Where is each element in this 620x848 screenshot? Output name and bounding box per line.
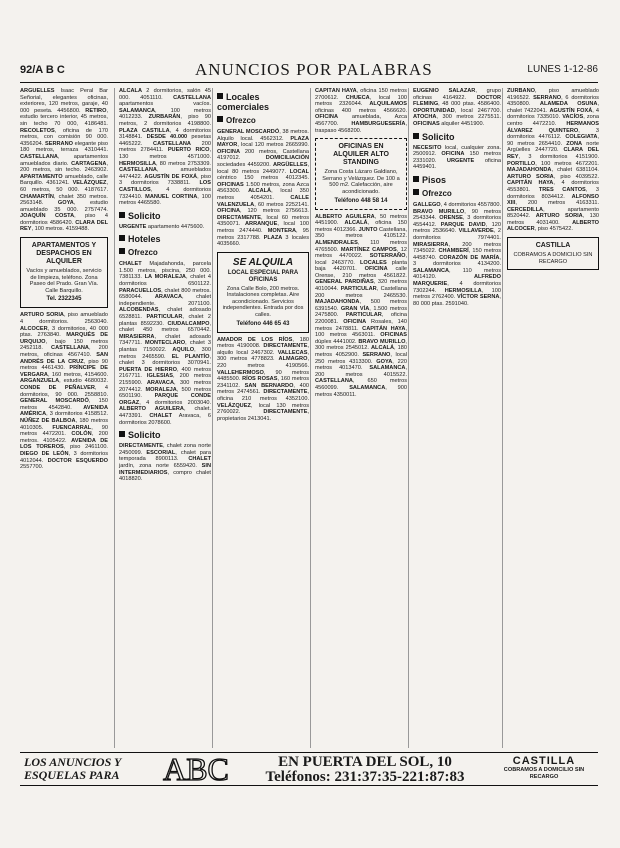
column-2 xyxy=(114,88,211,748)
section-bullet-icon xyxy=(119,212,125,218)
section-bullet-icon xyxy=(119,248,125,254)
column-5 xyxy=(408,88,501,748)
footer-castilla-sub: COBRAMOS A DOMICILIO SIN RECARGO xyxy=(503,767,585,780)
section-bullet-icon xyxy=(413,189,419,195)
ad-text-block: NECESITO local, cualquier zona. 2500912. OFICINA 150 metros 2331020. URGENTE oficina 4459401. xyxy=(413,144,501,171)
abc-logo xyxy=(148,753,244,785)
column-1 xyxy=(20,88,108,748)
ad-text-block: ALBERTO AGUILERA, 50 metros 4451900. ALCALÁ, oficina 150 metros 4012366. JUNTO Castellana, 350 metros 4105122. ALMENDRALES, 110 metros 4765500. MARTÍNEZ CAMPOS, 12 metros 4470022. SOTERRAÑO, local 2463770. LOCALES planta baja 4420701. OFICINA calle Orense, 210 metros 4561822. GENERAL PARDIÑAS, 320 metros 4010044. PARTICULAR, Castellana 200 metros 2465530. MAJADAHONDA, 500 metros 6391540. GRAN VÍA, 1.500 metros 2475800. PARTICULAR, oficina 2200081. OFICINA Rosales, 140 metros 2478811. CAPITÁN HAYA, 100 metros 4563011. OFICINAS dúplex 4441002. BRAVO MURILLO, 300 metros 2545012. ALCALÁ, 180 metros 4052900. SERRANO, local 250 metros 4313300. GOYA, 220 metros 4013470. SALAMANCA, 200 metros 4015522. CASTELLANA, 650 metros 4560099. SALAMANCA, 900 metros 4350011. xyxy=(315,213,407,398)
boxed-ad xyxy=(217,252,309,333)
footer-banner xyxy=(20,752,598,786)
footer-left-text: LOS ANUNCIOS Y ESQUELAS PARA xyxy=(24,755,121,782)
ad-text-block: ALCALÁ 2 dormitorios, salón 45 000. 4051110. CASTELLANA apartamentos vacíos. SALAMANCA, 100 metros 4012233. ZURBARÁN, piso 90 metros, 2 dormitorios 4198800. PLAZA CASTILLA, 4 dormitorios 3148841. DESDE 40.000 pesetas 4465222. CASTELLANA 200 metros 2784411. PUERTO RICO, 130 metros 4571000. HERMOSILLA, 80 metros 2753309. CASTELLANA, amueblados 4474422. AGUSTÍN DE FOXÁ, piso 3 dormitorios 7338811. LOS CASTILLOS, 4 dormitorios 7324410. MANUEL CORTINA, 100 metros 4465580. xyxy=(119,88,211,207)
ad-text-block: GENERAL MOSCARDÓ, 38 metros. Alquilo local. 4562312. PLAZA MAYOR, local 120 metros 2665990. OFICINA 200 metros, Castellana 4197012. DOMICILIACIÓN sociedades 4459200. ARGÜELLES, local 80 metros 2449077. LOCAL céntrico 150 metros 4012345. OFICINAS 1.500 metros, zona Azca 4563300. ALCALÁ, local 350 metros 4054201. CALLE VALENZUELA, 60 metros 2252141. OFICINA, 120 metros 2756613. DIRECTAMENTE, local 60 metros 4350071. ARRANQUE, local 100 metros 2474440. MONTERA, 95 metros 2317788. PLAZA 3 locales 4035660. xyxy=(217,129,309,248)
column-4 xyxy=(310,88,407,748)
column-3 xyxy=(212,88,309,748)
issue-date: LUNES 1-12-86 xyxy=(527,64,598,75)
boxed-ad-subheading: LOCAL ESPECIAL PARA OFICINAS xyxy=(227,269,299,283)
footer-castilla xyxy=(490,755,598,780)
footer-castilla-title: CASTILLA xyxy=(512,755,576,767)
boxed-ad-heading: SE ALQUILA xyxy=(232,256,294,268)
boxed-ad-heading: OFICINAS EN ALQUILER ALTO STANDING xyxy=(333,143,389,167)
boxed-ad-heading: APARTAMENTOS Y DESPACHOS EN ALQUILER xyxy=(31,242,97,266)
boxed-ad-phone: Teléfono 448 58 14 xyxy=(334,197,388,204)
section-heading: Solicito xyxy=(413,132,501,142)
section-heading: Solicito xyxy=(119,211,211,221)
boxed-ad-body: Vacíos y amueblados, servicio de limpieza, teléfono. Zona Paseo del Prado. Gran Vía. Calle Barquillo. xyxy=(26,268,102,294)
ad-text-block: ARTURO SORIA, piso amueblado 4 dormitorios. 2563040. ALCOCER, 3 dormitorios, 40 000 ptas. 2763840. MARQUÉS DE URQUIJO, bajo 150 metros 2452118. CASTELLANA, 200 metros, oficinas 4567410. SAN ANDRÉS DE LA CRUZ, piso 90 metros 4461430. PRÍNCIPE DE VERGARA, 160 metros, 4154600. ARGANZUELA, estudio 4680032. CONDE DE PEÑALVER, 4 dormitorios, 90 000. 2558810. GENERAL MOSCARDÓ, 150 metros 4542840. AVENIDA AMÉRICA, 3 dormitorios 4158512. NÚÑEZ DE BALBOA, 180 metros 4010305. FUENCARRAL, 90 metros 4472201. COLÓN, 200 metros. 4105422. AVENIDA DE LOS TOREROS, piso 2461100. DIEGO DE LEÓN, 3 dormitorios 4012044. DOCTOR ESQUERDO 2557700. xyxy=(20,312,108,471)
ad-text-block: CHALET Majadahonda, parcela 1.500 metros, piscina, 250 000. 7381133. LA MORALEJA, chalet 4 dormitorios 6501122. PARACUELLOS, chalet 800 metros. 6580044. ARAVACA, chalet independiente. 2071100. ALCOBENDAS, chalet adosado 6528811. PARTICULAR, chalet 2 plantas 8592230. CIUDALCAMPO, chalet 450 metros 6570442. MIRASIERRA, chalet adosado 7347711. MONTECLARO, chalet 3 plantas 7150022. AQUILO, 300 metros 2465590. EL PLANTÍO, chalet 3 dormitorios 3070941. PUERTA DE HIERRO, 400 metros 2167711. IGLESIAS, 200 metros 2155900. ARAVACA, 300 metros 2074412. MORALEJA, 500 metros 6501190. PARQUE CONDE ORGAZ, 4 dormitorios 2003040. ALBERTO AGUILERA, chalet. 4473391. CHALET Aravaca, 6 dormitorios 2078600. xyxy=(119,261,211,426)
ad-text-block: ZURBANO, piso amueblado 4196522. SERRANO, 6 dormitorios 4350800. ALAMEDA OSUNA, chalet 7422041. AGUSTÍN FOXÁ, 4 dormitorios 7335010. VACÍOS, zona centro 4472210. HERMANOS ÁLVAREZ QUINTERO, 3 dormitorios 4476112. COLEGIATA, 90 metros 2654410. ZONA norte Argüelles 2447720. CLARA DEL REY, 3 dormitorios 4151900. PORTILLO, 100 metros 4672201. MAJADAHONDA, chalet 6381104. ARTURO SORIA, piso 4039522. CAPITÁN HAYA, 4 dormitorios 4553801. TRES CANTOS, 3 dormitorios 8034412. ALFONSO XIII, 200 metros 4163311. CERCEDILLA, apartamento 8520442. ARTURO SORIA, 130 metros 4031400. ALBERTO ALCOCER, piso 4575422. xyxy=(507,88,599,233)
ad-text-block: GALLEGO, 4 dormitorios 4557800. BRAVO MURILLO, 90 metros 2543344. ORENSE, 3 dormitorios 4554412. PARQUE DAVID, 120 metros 2536640. VILLAVERDE, 2 dormitorios 7974401. MIRASIERRA, 200 metros 7345022. CHAMBERÍ, 150 metros 4458740. CORAZÓN DE MARÍA, 3 dormitorios 4134200. SALAMANCA, 110 metros 4014120. ALFREDO MARQUERIE, 4 dormitorios 7302244. HERMOSILLA, 100 metros 2762400. VÍCTOR SERNA, 80 000 ptas. 2591040. xyxy=(413,201,501,307)
subsection-heading: Ofrezco xyxy=(413,189,501,199)
boxed-ad xyxy=(315,138,407,209)
footer-address xyxy=(250,755,480,785)
section-title: ANUNCIOS POR PALABRAS xyxy=(195,60,433,79)
section-bullet-icon xyxy=(119,235,125,241)
boxed-ad xyxy=(20,237,108,308)
section-bullet-icon xyxy=(413,176,419,182)
boxed-ad-body: Zona Calle Bolo, 200 metros. Instalaciones completas. Aire acondicionado. Servicios independientes. Entrada por dos calles. xyxy=(222,285,304,319)
section-bullet-icon xyxy=(217,116,223,122)
footer-address-line: EN PUERTA DEL SOL, 10 xyxy=(278,754,452,770)
subsection-heading: Ofrezco xyxy=(217,116,309,126)
section-bullet-icon xyxy=(119,431,125,437)
boxed-ad xyxy=(507,237,599,270)
boxed-ad-body: COBRAMOS A DOMICILIO SIN RECARGO xyxy=(513,252,593,265)
page-header xyxy=(20,62,598,83)
ad-text-block: CAPITÁN HAYA, oficina 150 metros 2700612. CHUECA, local 100 metros 2326044. ALQUILAMOS oficinas 400 metros 4566620. OFICINA amueblada, Azca 4567700. HAMBURGUESERÍA, traspaso 4568200. xyxy=(315,88,407,134)
subsection-heading: Ofrezco xyxy=(119,248,211,258)
column-6 xyxy=(502,88,599,748)
ad-text-block: DIRECTAMENTE, chalet zona norte 2450099. ESCORIAL, chalet para temporada 8900113. CHALET jardín, zona norte 6559420. SIN INTERMEDIARIOS, compro chalet 4018820. xyxy=(119,443,211,483)
ad-text-block: AMADOR DE LOS RÍOS, 180 metros 4190008. DIRECTAMENTE, alquilo local 2467302. VALLECAS, 300 metros 4778823. ALMAGRO, 220 metros 4190566. VALLEHERMOSO, 90 metros 4485500. RÍOS ROSAS, 160 metros 2341102. SAN BERNARDO, 400 metros 2474561. DIRECTAMENTE, oficina 210 metros 4352100. VELÁZQUEZ, local 130 metros 2760022. DIRECTAMENTE, propietarios 2413041. xyxy=(217,336,309,422)
section-heading: Pisos xyxy=(413,175,501,185)
footer-phones: Teléfonos: 231:37:35-221:87:83 xyxy=(265,769,465,785)
ad-text-block: ARGÜELLES Isaac Peral Bar Señorial, elegantes oficinas, exteriores, 120 metros, garaje, 40 000 peseta. 4456800. RETIRO, estudio tercero interior, 45 metros, sin techo 70 000, 4186481. RECOLETOS, oficina de 170 metros, con comisión 90 000. 4356204. SERRANO elegante piso 180 metros, terraza 4310441. CASTELLANA, apartamentos amueblados diario. CARTAGENA, 200 metros, sin techo. 2463902. APARTAMENTO amueblado, calle Barquillo. 4361241. VELÁZQUEZ, 60 metros, 50 000. 4187617. CHAMARTÍN, chalet 350 metros. 2563148. GOYA, estudio amueblado 35 000. 2757474. JOAQUÍN COSTA, piso 4 dormitorios 4586420. CLARA DEL REY, 100 metros. 4159488. xyxy=(20,88,108,233)
boxed-ad-body: Zona Costa Lázaro Galdiano, Serrano y Velázquez. De 100 a 500 m2. Calefacción, aire acondicionado. xyxy=(322,169,400,195)
classified-columns xyxy=(20,88,598,748)
page-number: 92/A B C xyxy=(20,64,65,76)
ad-text-block: EUGENIO SALAZAR, grupo oficinas 4164922. DOCTOR FLEMING, 48 000 ptas. 4586400. OPORTUNIDAD, local 2467700. ATOCHA, 300 metros 2275511. OFICINAS alquiler 4451900. xyxy=(413,88,501,127)
section-heading: Locales comerciales xyxy=(217,92,270,112)
section-heading: Solicito xyxy=(119,430,211,440)
boxed-ad-phone: Tel. 2322345 xyxy=(46,296,82,303)
section-heading: Hoteles xyxy=(119,234,211,244)
ad-text-block: URGENTE apartamento 4475600. xyxy=(119,223,205,230)
section-bullet-icon xyxy=(413,133,419,139)
boxed-ad-heading: CASTILLA xyxy=(535,242,571,250)
boxed-ad-phone: Teléfono 446 65 43 xyxy=(236,320,290,327)
section-bullet-icon xyxy=(217,93,223,99)
abc-logo-text: ABC xyxy=(163,753,229,785)
